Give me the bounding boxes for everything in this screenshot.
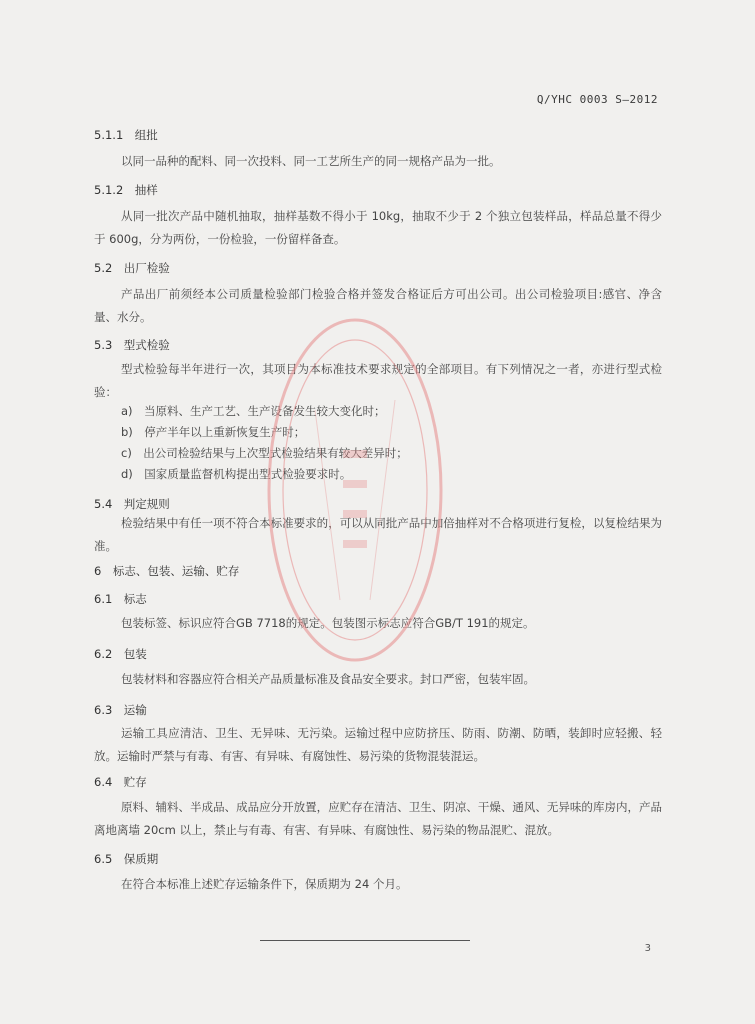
paragraph-5-2: 产品出厂前须经本公司质量检验部门检验合格并签发合格证后方可出公司。出公司检验项目:感官、净含量、水分。: [94, 287, 662, 324]
paragraph-5-4: 检验结果中有任一项不符合本标准要求的，可以从同批产品中加倍抽样对不合格项进行复检，以复检结果为准。: [94, 516, 662, 553]
heading-6-3: 6.3 运输: [94, 703, 147, 717]
heading-5-1-1: 5.1.1 组批: [94, 128, 158, 142]
heading-5-1-2: 5.1.2 抽样: [94, 183, 158, 197]
heading-5-2: 5.2 出厂检验: [94, 261, 170, 275]
paragraph-6-1: 包装标签、标识应符合GB 7718的规定。包装图示标志应符合GB/T 191的规定。: [121, 616, 535, 630]
heading-6-5: 6.5 保质期: [94, 852, 159, 866]
page-number: 3: [644, 943, 651, 954]
paragraph-6-3: 运输工具应清洁、卫生、无异味、无污染。运输过程中应防挤压、防雨、防潮、防晒，装卸时应轻搬、轻放。运输时严禁与有毒、有害、有异味、有腐蚀性、易污染的货物混装混运。: [94, 726, 662, 763]
paragraph-6-4: 原料、辅料、半成品、成品应分开放置，应贮存在清洁、卫生、阴凉、干燥、通风、无异味的库房内，产品离地离墙 20cm 以上，禁止与有毒、有害、有异味、有腐蚀性、易污染的物品混贮、混放。: [94, 800, 662, 837]
heading-6-1: 6.1 标志: [94, 592, 147, 606]
heading-6-4: 6.4 贮存: [94, 775, 147, 789]
list-item: b) 停产半年以上重新恢复生产时；: [121, 425, 306, 439]
list-item: c) 出公司检验结果与上次型式检验结果有较大差异时；: [121, 446, 408, 460]
paragraph-5-1-1: 以同一品种的配料、同一次投料、同一工艺所生产的同一规格产品为一批。: [121, 154, 501, 168]
heading-6: 6 标志、包装、运输、贮存: [94, 564, 240, 578]
heading-5-4: 5.4 判定规则: [94, 497, 170, 511]
paragraph-6-5: 在符合本标准上述贮存运输条件下，保质期为 24 个月。: [121, 877, 408, 891]
list-item: a) 当原料、生产工艺、生产设备发生较大变化时；: [121, 404, 386, 418]
heading-6-2: 6.2 包装: [94, 647, 147, 661]
heading-5-3: 5.3 型式检验: [94, 338, 170, 352]
standard-code: Q/YHC 0003 S—2012: [536, 93, 658, 106]
footer-divider: [260, 940, 470, 941]
paragraph-5-1-2: 从同一批次产品中随机抽取，抽样基数不得小于 10kg，抽取不少于 2 个独立包装样品，样品总量不得少于 600g，分为两份，一份检验，一份留样备查。: [94, 209, 662, 246]
paragraph-6-2: 包装材料和容器应符合相关产品质量标准及食品安全要求。封口严密，包装牢固。: [121, 672, 535, 686]
paragraph-5-3: 型式检验每半年进行一次，其项目为本标准技术要求规定的全部项目。有下列情况之一者，亦进行型式检验：: [94, 362, 662, 399]
list-item: d) 国家质量监督机构提出型式检验要求时。: [121, 467, 352, 481]
